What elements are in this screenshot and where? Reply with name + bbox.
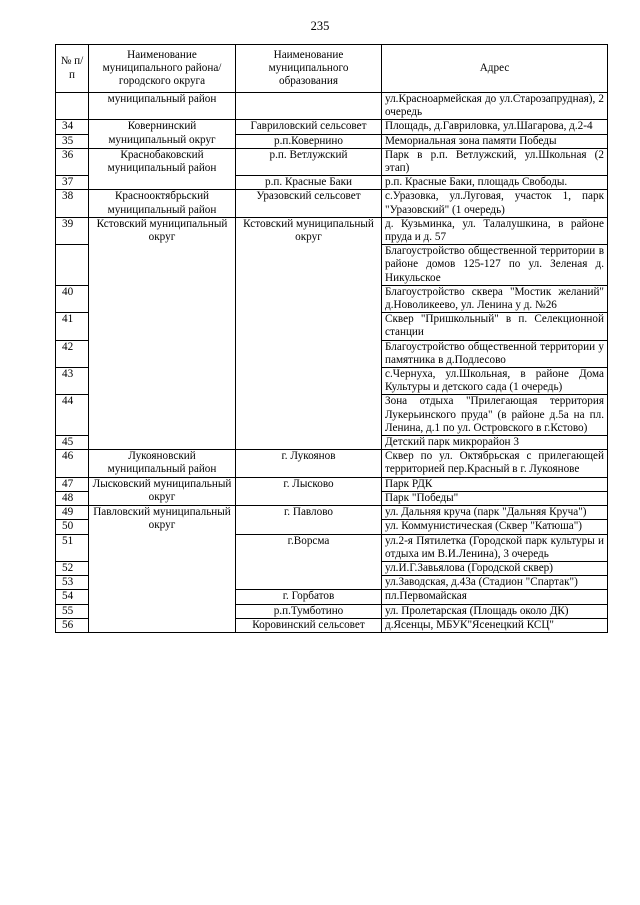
row-address: Площадь, д.Гавриловка, ул.Шагарова, д.2-4 [382,120,608,134]
row-num: 46 [56,450,89,477]
row-num: 43 [56,368,89,395]
row-num: 48 [56,491,89,505]
table-row [56,148,608,175]
row-municipality [236,93,382,120]
row-address: ул. Дальняя круча (парк "Дальняя Круча") [382,506,608,520]
row-municipality: р.п.Тумботино [236,604,382,618]
row-district: Кстовский муниципальный округ [89,217,236,449]
row-municipality: г. Горбатов [236,590,382,604]
table-row [56,120,608,134]
table-row [56,506,608,520]
header-address: Адрес [382,45,608,93]
row-num [56,93,89,120]
row-num [56,245,89,286]
row-district: Краснооктябрьский муниципальный район [89,190,236,217]
row-num: 39 [56,217,89,244]
table-row [56,450,608,477]
header-num: № п/п [56,45,89,93]
table-row [56,217,608,244]
row-district: Павловский муниципальный округ [89,506,236,633]
row-num: 38 [56,190,89,217]
row-district: Лукояновский муниципальный район [89,450,236,477]
table-row [56,190,608,217]
table-row [56,477,608,491]
row-num: 54 [56,590,89,604]
row-district: Краснобаковский муниципальный район [89,148,236,190]
row-num: 44 [56,395,89,436]
row-address: Детский парк микрорайон 3 [382,436,608,450]
row-num: 55 [56,604,89,618]
row-address: ул. Коммунистическая (Сквер "Катюша") [382,520,608,534]
row-address: пл.Первомайская [382,590,608,604]
row-num: 36 [56,148,89,175]
row-address: с.Чернуха, ул.Школьная, в районе Дома Культуры и детского сада (1 очередь) [382,368,608,395]
row-district: Ковернинский муниципальный округ [89,120,236,148]
row-address: Парк в р.п. Ветлужский, ул.Школьная (2 этап) [382,148,608,175]
row-num: 51 [56,534,89,561]
row-num: 49 [56,506,89,520]
row-num: 52 [56,561,89,575]
row-district: муниципальный район [89,93,236,120]
row-address: с.Уразовка, ул.Луговая, участок 1, парк "Уразовский" (1 очередь) [382,190,608,217]
row-num: 40 [56,285,89,312]
row-num: 37 [56,176,89,190]
row-municipality: г.Ворсма [236,534,382,590]
row-municipality: Коровинский сельсовет [236,618,382,632]
header-municipality: Наименование муниципального образования [236,45,382,93]
addresses-table [55,44,608,633]
row-address: Благоустройство сквера "Мостик желаний" д.Новоликеево, ул. Ленина у д. №26 [382,285,608,312]
row-address: ул.2-я Пятилетка (Городской парк культуры и отдыха им В.И.Ленина), 3 очередь [382,534,608,561]
row-district: Лысковский муниципальный округ [89,477,236,505]
row-address: д.Ясенцы, МБУК"Ясенецкий КСЦ" [382,618,608,632]
row-address: Мемориальная зона памяти Победы [382,134,608,148]
table-header-row [56,45,608,93]
row-municipality: Гавриловский сельсовет [236,120,382,134]
row-address: р.п. Красные Баки, площадь Свободы. [382,176,608,190]
row-num: 41 [56,313,89,340]
row-num: 34 [56,120,89,134]
row-address: ул. Пролетарская (Площадь около ДК) [382,604,608,618]
row-municipality: г. Лукоянов [236,450,382,477]
row-num: 42 [56,340,89,367]
row-municipality: Кстовский муниципальный округ [236,217,382,449]
row-address: Парк "Победы" [382,491,608,505]
row-address: д. Кузьминка, ул. Талалушкина, в районе пруда и д. 57 [382,217,608,244]
row-address: Зона отдыха "Прилегающая территория Лукерьинского пруда" (в районе д.5а на пл. Ленина, д.1 по ул. Островского в г.Кстово) [382,395,608,436]
row-municipality: р.п. Ветлужский [236,148,382,175]
row-municipality: г. Лысково [236,477,382,505]
row-municipality: Уразовский сельсовет [236,190,382,217]
page-number: 235 [310,19,330,33]
row-num: 45 [56,436,89,450]
row-num: 35 [56,134,89,148]
row-num: 56 [56,618,89,632]
row-num: 50 [56,520,89,534]
row-address: Парк РДК [382,477,608,491]
row-num: 53 [56,576,89,590]
header-district: Наименование муниципального района/ городского округа [89,45,236,93]
row-address: Благоустройство общественной территории у памятника в д.Подлесово [382,340,608,367]
row-address: ул.И.Г.Завьялова (Городской сквер) [382,561,608,575]
table-row [56,93,608,120]
row-address: Сквер "Пришкольный" в п. Селекционной станции [382,313,608,340]
row-municipality: р.п. Красные Баки [236,176,382,190]
row-municipality: р.п.Ковернино [236,134,382,148]
row-address: ул.Заводская, д.43а (Стадион "Спартак") [382,576,608,590]
row-address: ул.Красноармейская до ул.Старозапрудная), 2 очередь [382,93,608,120]
row-municipality: г. Павлово [236,506,382,534]
row-address: Сквер по ул. Октябрьская с прилегающей территорией пер.Красный в г. Лукоянове [382,450,608,477]
row-address: Благоустройство общественной территории в районе домов 125-127 по ул. Зеленая д. Никульское [382,245,608,286]
row-num: 47 [56,477,89,491]
